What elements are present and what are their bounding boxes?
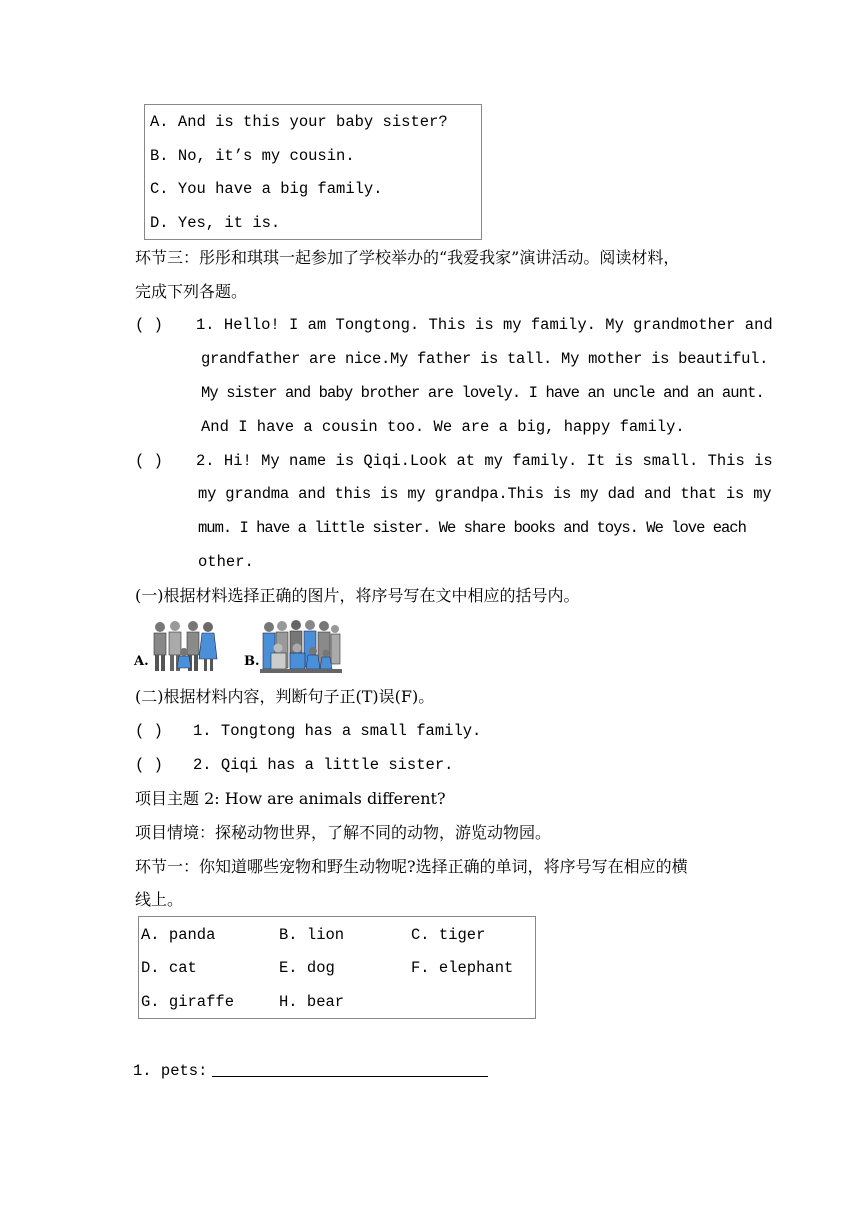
passage2-answer-bracket[interactable]: ( ) xyxy=(135,452,163,470)
passage1-line4: And I have a cousin too. We are a big, happy family. xyxy=(201,418,685,436)
section3-intro-line2: 完成下列各题。 xyxy=(135,282,248,301)
passage2-line1: 2. Hi! My name is Qiqi.Look at my family. It is small. This is xyxy=(196,452,773,470)
part1-title: (一)根据材料选择正确的图片，将序号写在文中相应的括号内。 xyxy=(135,586,580,605)
word-bank-item: F. elephant xyxy=(411,959,514,977)
passage1-line1: 1. Hello! I am Tongtong. This is my family. My grandmother and xyxy=(196,316,773,334)
picture-b-label: B. xyxy=(244,654,260,669)
passage1-answer-bracket[interactable]: ( ) xyxy=(135,316,163,334)
dialog-option-a: A. And is this your baby sister? xyxy=(150,113,448,131)
word-bank-item: A. panda xyxy=(141,926,216,944)
passage2-line4: other. xyxy=(198,553,254,571)
passage2-line2: my grandma and this is my grandpa.This is my dad and that is my xyxy=(198,485,772,503)
small-family-illustration-icon xyxy=(150,618,220,674)
big-family-illustration-icon xyxy=(260,618,342,674)
passage1-line2: grandfather are nice.My father is tall. My mother is beautiful. xyxy=(201,350,769,368)
dialog-option-c: C. You have a big family. xyxy=(150,180,383,198)
tf2-answer-bracket[interactable]: ( ) xyxy=(135,756,163,774)
pets-answer-line[interactable] xyxy=(212,1076,488,1077)
word-bank-item: B. lion xyxy=(279,926,345,944)
tf1-text: 1. Tongtong has a small family. xyxy=(193,722,482,740)
picture-a-label: A. xyxy=(134,654,149,669)
word-bank-item: C. tiger xyxy=(411,926,486,944)
tf1-answer-bracket[interactable]: ( ) xyxy=(135,722,163,740)
project2-step1-line2: 线上。 xyxy=(135,890,184,909)
tf2-text: 2. Qiqi has a little sister. xyxy=(193,756,454,774)
section3-intro-line1: 环节三：彤彤和琪琪一起参加了学校举办的“我爱我家”演讲活动。阅读材料， xyxy=(135,248,680,267)
passage2-line3: mum. I have a little sister. We share books and toys. We love each xyxy=(198,519,746,537)
dialog-option-d: D. Yes, it is. xyxy=(150,214,281,232)
project2-theme: 项目主题 2: How are animals different? xyxy=(135,789,446,808)
word-bank-item: G. giraffe xyxy=(141,993,235,1011)
pets-question-label: 1. pets: xyxy=(133,1062,208,1080)
word-bank-item: D. cat xyxy=(141,959,197,977)
dialog-option-b: B. No, it’s my cousin. xyxy=(150,147,355,165)
project2-situation: 项目情境：探秘动物世界，了解不同的动物，游览动物园。 xyxy=(135,823,552,842)
word-bank-item: E. dog xyxy=(279,959,335,977)
word-bank-item: H. bear xyxy=(279,993,345,1011)
part2-title: (二)根据材料内容，判断句子正(T)误(F)。 xyxy=(135,687,435,706)
passage1-line3: My sister and baby brother are lovely. I have an uncle and an aunt. xyxy=(201,384,764,402)
project2-step1-line1: 环节一：你知道哪些宠物和野生动物呢?选择正确的单词，将序号写在相应的横 xyxy=(135,857,688,876)
